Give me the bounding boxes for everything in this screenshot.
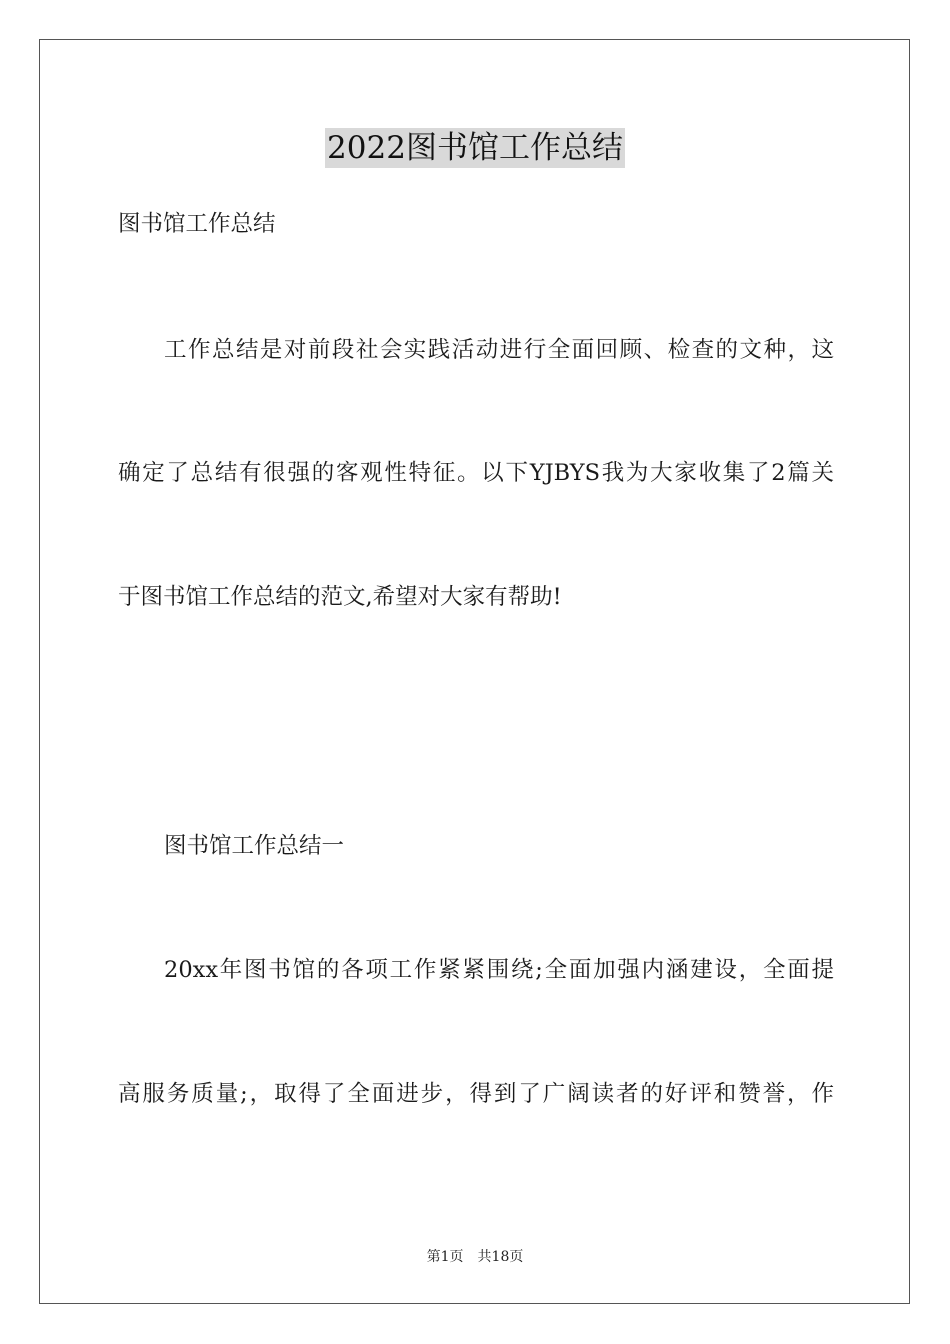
section-heading: 图书馆工作总结一 <box>164 833 345 859</box>
paragraph-1-line-2: 确定了总结有很强的客观性特征。以下YJBYS我为大家收集了2篇关 <box>118 460 834 486</box>
page-number-total: 共18页 <box>477 1249 524 1265</box>
page-footer <box>0 1247 950 1267</box>
paragraph-1-line-3: 于图书馆工作总结的范文,希望对大家有帮助! <box>118 584 562 610</box>
paragraph-1-line-1: 工作总结是对前段社会实践活动进行全面回顾、检查的文种，这 <box>164 337 834 363</box>
page-number-current: 第1页 <box>426 1249 464 1265</box>
paragraph-2-line-1: 20xx年图书馆的各项工作紧紧围绕;全面加强内涵建设，全面提 <box>164 957 834 983</box>
document-subtitle: 图书馆工作总结 <box>118 211 276 237</box>
title-container <box>0 128 950 168</box>
paragraph-2-line-2: 高服务质量;，取得了全面进步，得到了广阔读者的好评和赞誉，作 <box>118 1081 834 1107</box>
document-title: 2022图书馆工作总结 <box>327 130 623 166</box>
